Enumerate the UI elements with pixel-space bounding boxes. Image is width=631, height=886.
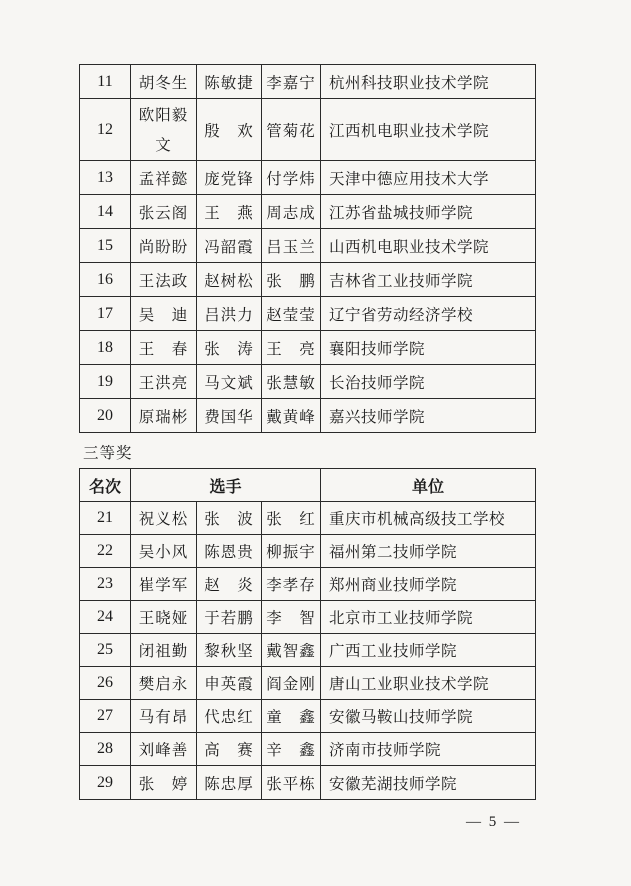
- table-row: [80, 601, 536, 634]
- player-cell: 辛 鑫: [262, 733, 321, 766]
- player-cell: 尚盼盼: [131, 229, 197, 263]
- unit-cell: 辽宁省劳动经济学校: [321, 297, 536, 331]
- third-prize-title: 三等奖: [83, 444, 133, 462]
- player-cell: 童 鑫: [262, 700, 321, 733]
- player-cell: 费国华: [197, 399, 262, 433]
- table-row: [80, 229, 536, 263]
- player-cell: 张 婷: [131, 766, 197, 800]
- player-cell: 王晓娅: [131, 601, 197, 634]
- header-rank: 名次: [80, 469, 131, 502]
- player-cell: 张 涛: [197, 331, 262, 365]
- table-row: [80, 535, 536, 568]
- rank-cell: 19: [80, 365, 131, 399]
- table-row: [80, 399, 536, 433]
- player-cell: 张 红: [262, 502, 321, 535]
- rank-cell: 14: [80, 195, 131, 229]
- player-cell: 赵 炎: [197, 568, 262, 601]
- rank-cell: 15: [80, 229, 131, 263]
- rank-cell: 18: [80, 331, 131, 365]
- player-cell: 欧阳毅文: [131, 99, 197, 161]
- player-cell: 陈忠厚: [197, 766, 262, 800]
- rank-cell: 11: [80, 65, 131, 99]
- rank-cell: 25: [80, 634, 131, 667]
- table-row: [80, 700, 536, 733]
- rank-cell: 17: [80, 297, 131, 331]
- player-cell: 黎秋坚: [197, 634, 262, 667]
- rank-cell: 16: [80, 263, 131, 297]
- header-players: 选手: [131, 469, 321, 502]
- table-row: [80, 568, 536, 601]
- rank-cell: 24: [80, 601, 131, 634]
- unit-cell: 嘉兴技师学院: [321, 399, 536, 433]
- player-cell: 刘峰善: [131, 733, 197, 766]
- table-row: [80, 263, 536, 297]
- rank-cell: 21: [80, 502, 131, 535]
- unit-cell: 山西机电职业技术学院: [321, 229, 536, 263]
- player-cell: 张平栋: [262, 766, 321, 800]
- rank-cell: 29: [80, 766, 131, 800]
- player-cell: 戴智鑫: [262, 634, 321, 667]
- player-cell: 胡冬生: [131, 65, 197, 99]
- player-cell: 王法政: [131, 263, 197, 297]
- rank-cell: 26: [80, 667, 131, 700]
- rank-cell: 22: [80, 535, 131, 568]
- player-cell: 李 智: [262, 601, 321, 634]
- player-cell: 王 燕: [197, 195, 262, 229]
- player-cell: 冯韶霞: [197, 229, 262, 263]
- rank-cell: 13: [80, 161, 131, 195]
- player-cell: 孟祥懿: [131, 161, 197, 195]
- player-cell: 于若鹏: [197, 601, 262, 634]
- table-row: [80, 667, 536, 700]
- player-cell: 王 春: [131, 331, 197, 365]
- player-cell: 周志成: [262, 195, 321, 229]
- player-cell: 闭祖勤: [131, 634, 197, 667]
- player-cell: 代忠红: [197, 700, 262, 733]
- unit-cell: 郑州商业技师学院: [321, 568, 536, 601]
- unit-cell: 济南市技师学院: [321, 733, 536, 766]
- third-prize-body: [80, 502, 536, 800]
- player-cell: 李孝存: [262, 568, 321, 601]
- player-cell: 赵莹莹: [262, 297, 321, 331]
- player-cell: 吴 迪: [131, 297, 197, 331]
- unit-cell: 北京市工业技师学院: [321, 601, 536, 634]
- rank-cell: 20: [80, 399, 131, 433]
- player-cell: 殷 欢: [197, 99, 262, 161]
- table-row: [80, 195, 536, 229]
- rank-cell: 12: [80, 99, 131, 161]
- unit-cell: 重庆市机械高级技工学校: [321, 502, 536, 535]
- player-cell: 吕玉兰: [262, 229, 321, 263]
- unit-cell: 江苏省盐城技师学院: [321, 195, 536, 229]
- unit-cell: 安徽芜湖技师学院: [321, 766, 536, 800]
- unit-cell: 天津中德应用技术大学: [321, 161, 536, 195]
- table-row: [80, 634, 536, 667]
- table-row: [80, 733, 536, 766]
- player-cell: 祝义松: [131, 502, 197, 535]
- unit-cell: 唐山工业职业技术学院: [321, 667, 536, 700]
- rank-cell: 27: [80, 700, 131, 733]
- player-cell: 柳振宇: [262, 535, 321, 568]
- unit-cell: 吉林省工业技师学院: [321, 263, 536, 297]
- header-row: [80, 469, 536, 502]
- third-prize-table: [79, 468, 536, 800]
- second-prize-table: [79, 64, 536, 433]
- player-cell: 王 亮: [262, 331, 321, 365]
- rank-cell: 23: [80, 568, 131, 601]
- table-row: [80, 161, 536, 195]
- table-row: [80, 766, 536, 800]
- player-cell: 张 鹏: [262, 263, 321, 297]
- unit-cell: 襄阳技师学院: [321, 331, 536, 365]
- player-cell: 张云阁: [131, 195, 197, 229]
- player-cell: 赵树松: [197, 263, 262, 297]
- player-cell: 戴黄峰: [262, 399, 321, 433]
- unit-cell: 广西工业技师学院: [321, 634, 536, 667]
- unit-cell: 长治技师学院: [321, 365, 536, 399]
- player-cell: 付学炜: [262, 161, 321, 195]
- unit-cell: 江西机电职业技术学院: [321, 99, 536, 161]
- header-unit: 单位: [321, 469, 536, 502]
- unit-cell: 安徽马鞍山技师学院: [321, 700, 536, 733]
- table-row: [80, 331, 536, 365]
- page-number: — 5 —: [466, 814, 521, 830]
- player-cell: 申英霞: [197, 667, 262, 700]
- player-cell: 高 赛: [197, 733, 262, 766]
- table-row: [80, 99, 536, 161]
- player-cell: 吴小风: [131, 535, 197, 568]
- player-cell: 樊启永: [131, 667, 197, 700]
- player-cell: 原瑞彬: [131, 399, 197, 433]
- table-row: [80, 297, 536, 331]
- rank-cell: 28: [80, 733, 131, 766]
- player-cell: 李嘉宁: [262, 65, 321, 99]
- second-prize-body: [80, 65, 536, 433]
- player-cell: 陈恩贵: [197, 535, 262, 568]
- table-row: [80, 65, 536, 99]
- player-cell: 王洪亮: [131, 365, 197, 399]
- unit-cell: 福州第二技师学院: [321, 535, 536, 568]
- player-cell: 庞党锋: [197, 161, 262, 195]
- table-row: [80, 502, 536, 535]
- player-cell: 马有昂: [131, 700, 197, 733]
- player-cell: 阎金刚: [262, 667, 321, 700]
- player-cell: 陈敏捷: [197, 65, 262, 99]
- player-cell: 吕洪力: [197, 297, 262, 331]
- player-cell: 崔学军: [131, 568, 197, 601]
- player-cell: 马文斌: [197, 365, 262, 399]
- player-cell: 管菊花: [262, 99, 321, 161]
- unit-cell: 杭州科技职业技术学院: [321, 65, 536, 99]
- player-cell: 张 波: [197, 502, 262, 535]
- table-row: [80, 365, 536, 399]
- player-cell: 张慧敏: [262, 365, 321, 399]
